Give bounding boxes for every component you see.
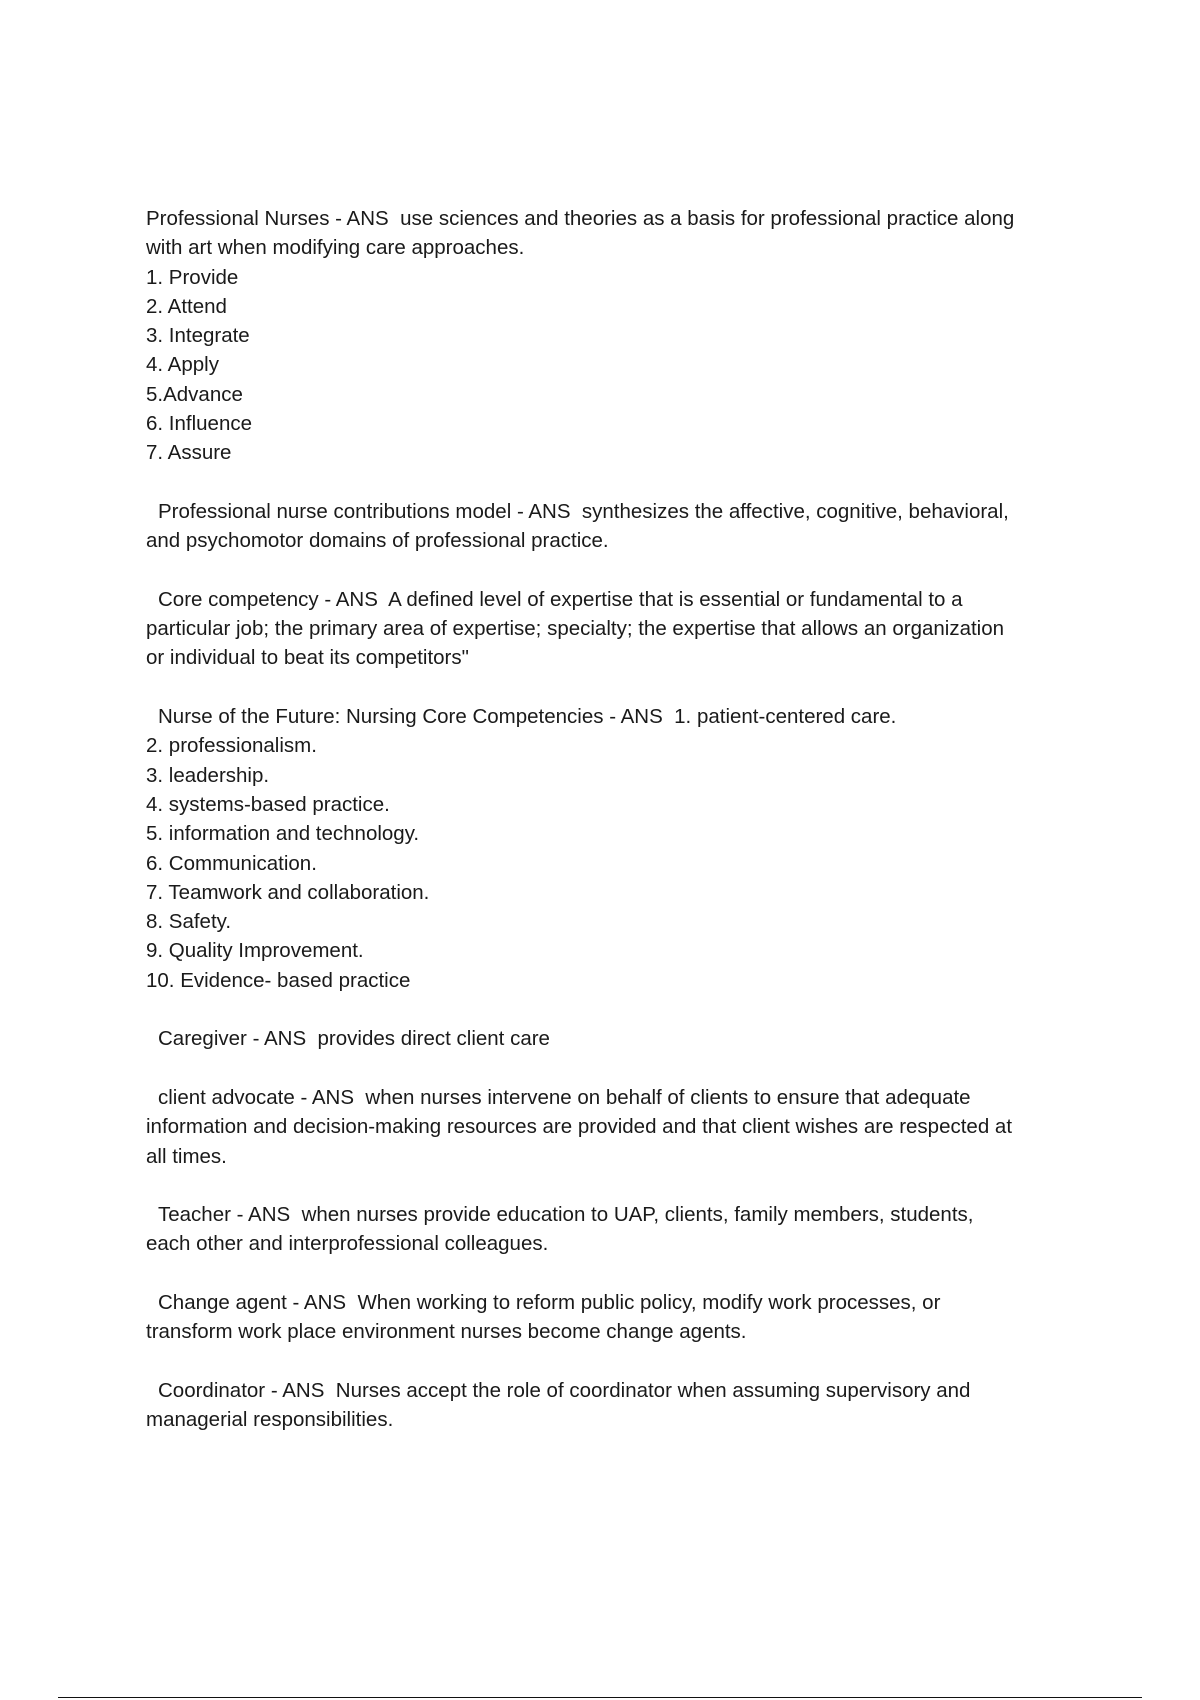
paragraph-gap xyxy=(146,1347,1086,1376)
entry-first-line xyxy=(146,204,1086,233)
entry-teacher xyxy=(146,1200,1086,1259)
entry-separator: - ANS xyxy=(246,1027,318,1051)
entry-first-line xyxy=(146,497,1086,526)
list-item: 10. Evidence- based practice xyxy=(146,968,411,992)
entry-definition-line: all times. xyxy=(146,1144,227,1168)
entry-definition-line: A defined level of expertise that is essential or fundamental to a xyxy=(388,587,963,611)
entry-definition-line: transform work place environment nurses become change agents. xyxy=(146,1320,747,1344)
entry-first-line xyxy=(146,1376,1086,1405)
entry-separator: - ANS xyxy=(286,1290,358,1314)
list-item: 2. professionalism. xyxy=(146,734,317,758)
paragraph-gap xyxy=(146,556,1086,585)
entry-term: Coordinator xyxy=(158,1378,266,1402)
entry-first-line xyxy=(146,1083,1086,1112)
list-item: 5. information and technology. xyxy=(146,822,420,846)
entry-separator: - ANS xyxy=(230,1203,302,1227)
entry-first-line xyxy=(146,1288,1086,1317)
list-item: 3. Integrate xyxy=(146,324,250,348)
entry-definition-line: particular job; the primary area of expertise; specialty; the expertise that allows an organization xyxy=(146,617,1005,641)
list-item: 7. Teamwork and collaboration. xyxy=(146,880,430,904)
list-item: 2. Attend xyxy=(146,294,227,318)
entry-definition-line: 1. patient-centered care. xyxy=(674,705,897,729)
document-body xyxy=(146,204,1086,1434)
entry-definition-line: managerial responsibilities. xyxy=(146,1408,394,1432)
entry-client-advocate xyxy=(146,1083,1086,1171)
entry-term: Caregiver xyxy=(158,1027,247,1051)
footer-divider xyxy=(58,1697,1142,1698)
entry-term: Change agent xyxy=(158,1290,287,1314)
list-item: 1. Provide xyxy=(146,265,239,289)
entry-term: Professional nurse contributions model xyxy=(158,499,512,523)
entry-first-line xyxy=(146,1200,1086,1229)
list-item: 5.Advance xyxy=(146,382,243,406)
entry-first-line xyxy=(146,585,1086,614)
entry-definition-line: and psychomotor domains of professional practice. xyxy=(146,529,609,553)
entry-professional-nurses xyxy=(146,204,1086,468)
entry-change-agent xyxy=(146,1288,1086,1347)
list-item: 3. leadership. xyxy=(146,763,270,787)
entry-definition-line: When working to reform public policy, modify work processes, or xyxy=(357,1290,941,1314)
entry-definition-line: use sciences and theories as a basis for professional practice along xyxy=(400,207,1015,230)
entry-definition-line: provides direct client care xyxy=(317,1027,550,1051)
paragraph-gap xyxy=(146,468,1086,497)
entry-caregiver xyxy=(146,1024,1086,1053)
entry-term: Core competency xyxy=(158,587,319,611)
entry-nurse-of-the-future xyxy=(146,702,1086,995)
paragraph-gap xyxy=(146,673,1086,702)
entry-definition-line: each other and interprofessional colleagues. xyxy=(146,1232,549,1256)
entry-professional-nurse-contributions-model xyxy=(146,497,1086,556)
entry-separator: - ANS xyxy=(294,1085,366,1109)
paragraph-gap xyxy=(146,995,1086,1024)
entry-definition-line: or individual to beat its competitors" xyxy=(146,646,469,670)
paragraph-gap xyxy=(146,1054,1086,1083)
entry-separator: - ANS xyxy=(511,499,582,523)
list-item: 7. Assure xyxy=(146,441,232,465)
entry-first-line xyxy=(146,702,1086,731)
entry-term: Nurse of the Future: Nursing Core Competencies xyxy=(158,705,604,729)
entry-term: Professional Nurses xyxy=(146,207,330,230)
list-item: 4. systems-based practice. xyxy=(146,792,390,816)
entry-term: client advocate xyxy=(158,1085,295,1109)
entry-separator: - ANS xyxy=(603,705,675,729)
paragraph-gap xyxy=(146,1171,1086,1200)
entry-definition-line: information and decision-making resources are provided and that client wishes are respected at xyxy=(146,1115,1013,1139)
entry-definition-line: Nurses accept the role of coordinator when assuming supervisory and xyxy=(335,1378,971,1402)
entry-first-line xyxy=(146,1024,1086,1053)
list-item: 4. Apply xyxy=(146,353,219,377)
entry-core-competency xyxy=(146,585,1086,673)
entry-term: Teacher xyxy=(158,1203,231,1227)
entry-separator: - ANS xyxy=(265,1378,336,1402)
paragraph-gap xyxy=(146,1259,1086,1288)
entry-coordinator xyxy=(146,1376,1086,1435)
entry-separator: - ANS xyxy=(318,587,389,611)
list-item: 8. Safety. xyxy=(146,910,232,934)
list-item: 9. Quality Improvement. xyxy=(146,939,364,963)
entry-definition-line: synthesizes the affective, cognitive, behavioral, xyxy=(581,499,1009,523)
entry-definition-line: when nurses provide education to UAP, clients, family members, students, xyxy=(301,1203,974,1227)
entry-separator: - ANS xyxy=(329,207,401,230)
entry-definition-line: with art when modifying care approaches. xyxy=(146,236,525,260)
list-item: 6. Influence xyxy=(146,412,252,436)
list-item: 6. Communication. xyxy=(146,851,317,875)
entry-definition-line: when nurses intervene on behalf of clients to ensure that adequate xyxy=(365,1085,971,1109)
